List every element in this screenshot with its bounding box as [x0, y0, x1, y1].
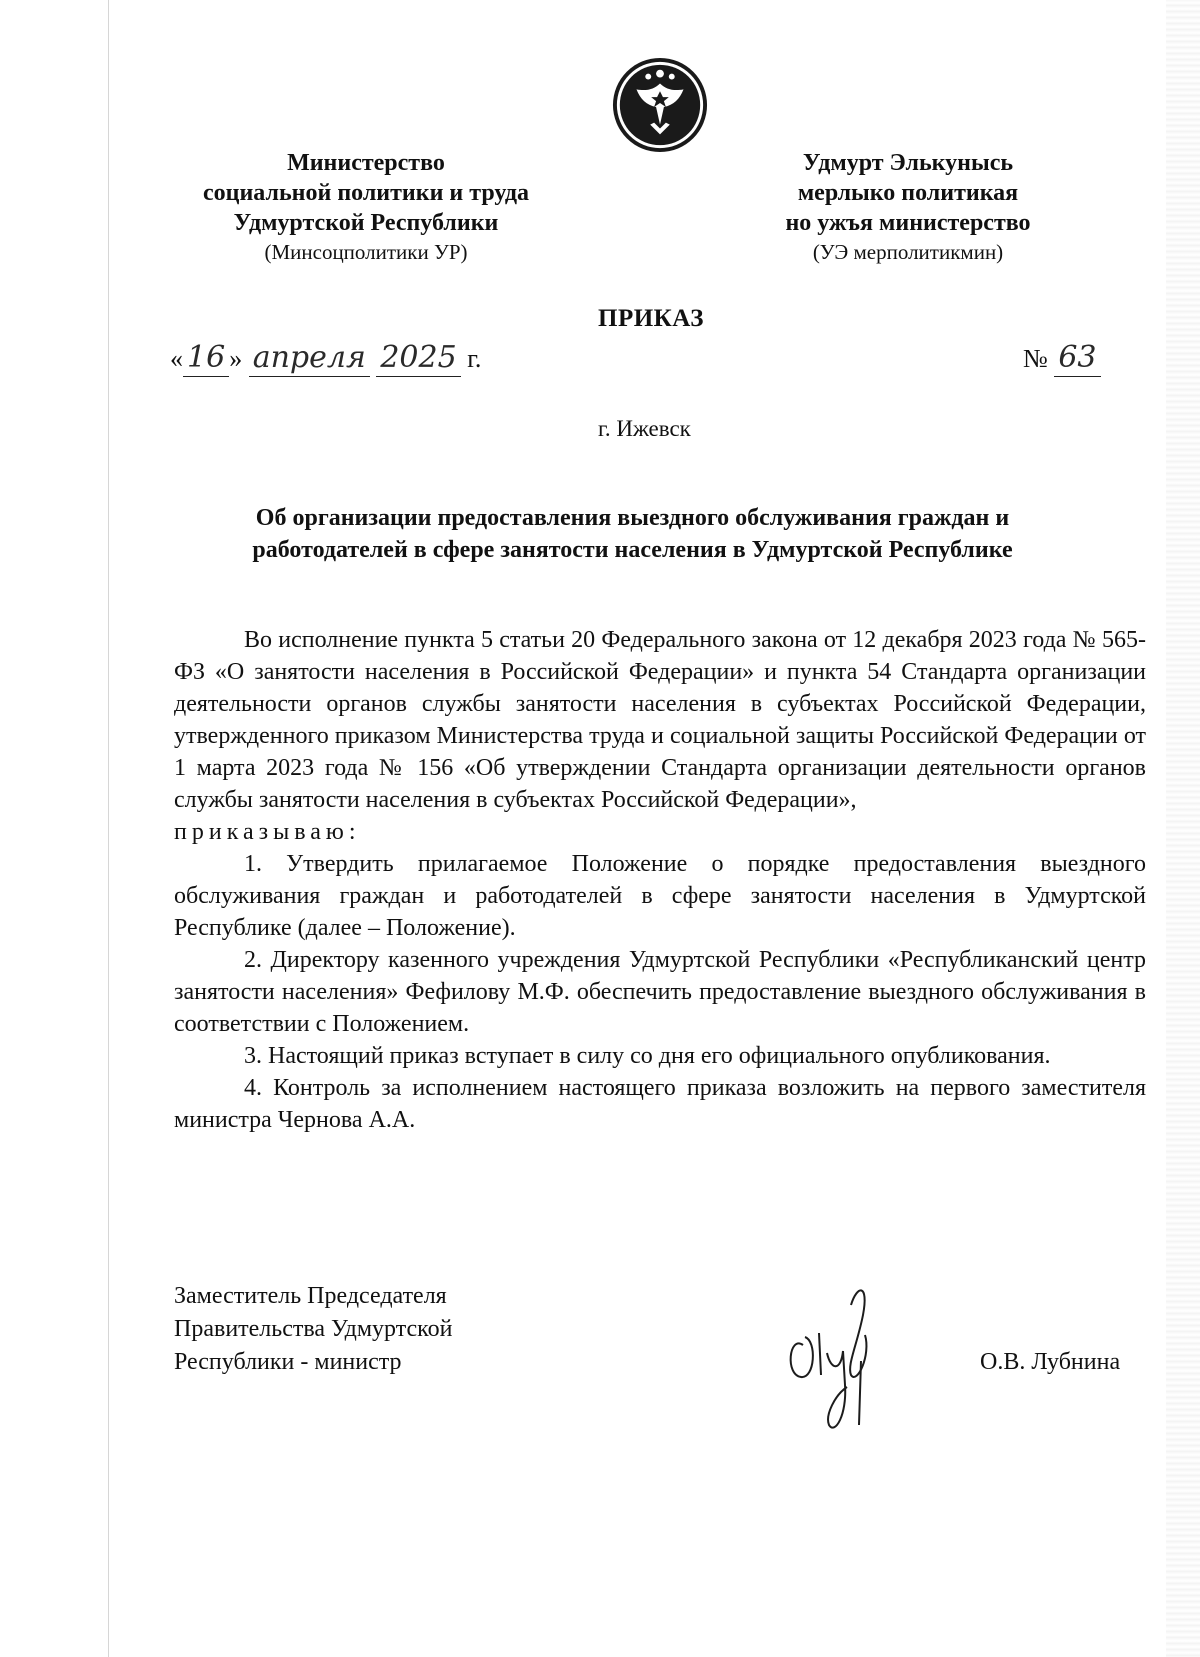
ministry-header-udmurt — [742, 148, 1074, 266]
title-line1: Об организации предоставления выездного обслуживания граждан и — [255, 505, 1010, 531]
city-name: г. Ижевск — [598, 416, 691, 441]
date-month: апреля — [249, 340, 370, 377]
date-day: 16 — [183, 340, 229, 377]
header-right-line1: Удмурт Элькунысь — [802, 150, 1014, 176]
header-right-abbr: (УЭ мерполитикмин) — [812, 240, 1004, 264]
signatory-title — [174, 1280, 452, 1379]
signatory-title-line3: Республики - министр — [174, 1349, 402, 1375]
header-left-line2: социальной политики и труда — [203, 180, 529, 206]
header-left-abbr: (Минсоцполитики УР) — [264, 240, 468, 264]
number-value: 63 — [1054, 340, 1100, 377]
order-date — [170, 340, 481, 375]
handwritten-signature — [775, 1275, 895, 1445]
ministry-header-russian — [166, 148, 566, 266]
scan-edge-line — [108, 0, 109, 1657]
order-number — [1023, 340, 1101, 375]
header-right-line3: но ужъя министерство — [785, 210, 1031, 236]
body-item-4: 4. Контроль за исполнением настоящего приказа возложить на первого заместителя министра Чернова А.А. — [174, 1075, 1146, 1133]
scan-edge-noise — [1166, 0, 1200, 1657]
body-order-word: приказываю: — [174, 819, 361, 845]
title-line2: работодателей в сфере занятости населения в Удмуртской Республике — [252, 537, 1013, 563]
order-subject-title — [170, 502, 1095, 566]
body-intro: Во исполнение пункта 5 статьи 20 Федерального закона от 12 декабря 2023 года № 565-ФЗ «О занятости населения в Российской Федерации» и пункта 54 Стандарта организации деятельности органов службы занятости населения в субъектах Российской Федерации, утвержденного приказом Министерства труда и социальной защиты Российской Федерации от 1 марта 2023 года № 156 «Об утверждении Стандарта организации деятельности органов службы занятости населения в субъектах Российской Федерации», — [174, 627, 1146, 813]
signatory-name: О.В. Лубнина — [980, 1349, 1121, 1375]
number-label: № — [1023, 344, 1048, 373]
header-right-line2: мерлыко политикая — [797, 180, 1019, 206]
body-item-1: 1. Утвердить прилагаемое Положение о порядке предоставления выездного обслуживания граждан и работодателей в сфере занятости населения в Удмуртской Республике (далее – Положение). — [174, 851, 1146, 941]
header-left-line1: Министерство — [287, 150, 445, 176]
body-item-3: 3. Настоящий приказ вступает в силу со дня его официального опубликования. — [244, 1043, 1051, 1069]
date-suffix: г. — [467, 344, 482, 373]
date-close-quote: » — [229, 344, 243, 373]
header-left-line3: Удмуртской Республики — [233, 210, 499, 236]
signatory-title-line1: Заместитель Председателя — [174, 1283, 447, 1309]
coat-of-arms-emblem — [611, 56, 709, 154]
signatory-title-line2: Правительства Удмуртской — [174, 1316, 453, 1342]
order-body — [174, 624, 1146, 1136]
date-year: 2025 — [376, 340, 460, 377]
date-open-quote: « — [170, 344, 183, 373]
body-item-2: 2. Директору казенного учреждения Удмуртской Республики «Республиканский центр занятости населения» Фефилову М.Ф. обеспечить предоставление выездного обслуживания в соответствии с Положением. — [174, 947, 1146, 1037]
document-type-title: ПРИКАЗ — [598, 305, 704, 332]
